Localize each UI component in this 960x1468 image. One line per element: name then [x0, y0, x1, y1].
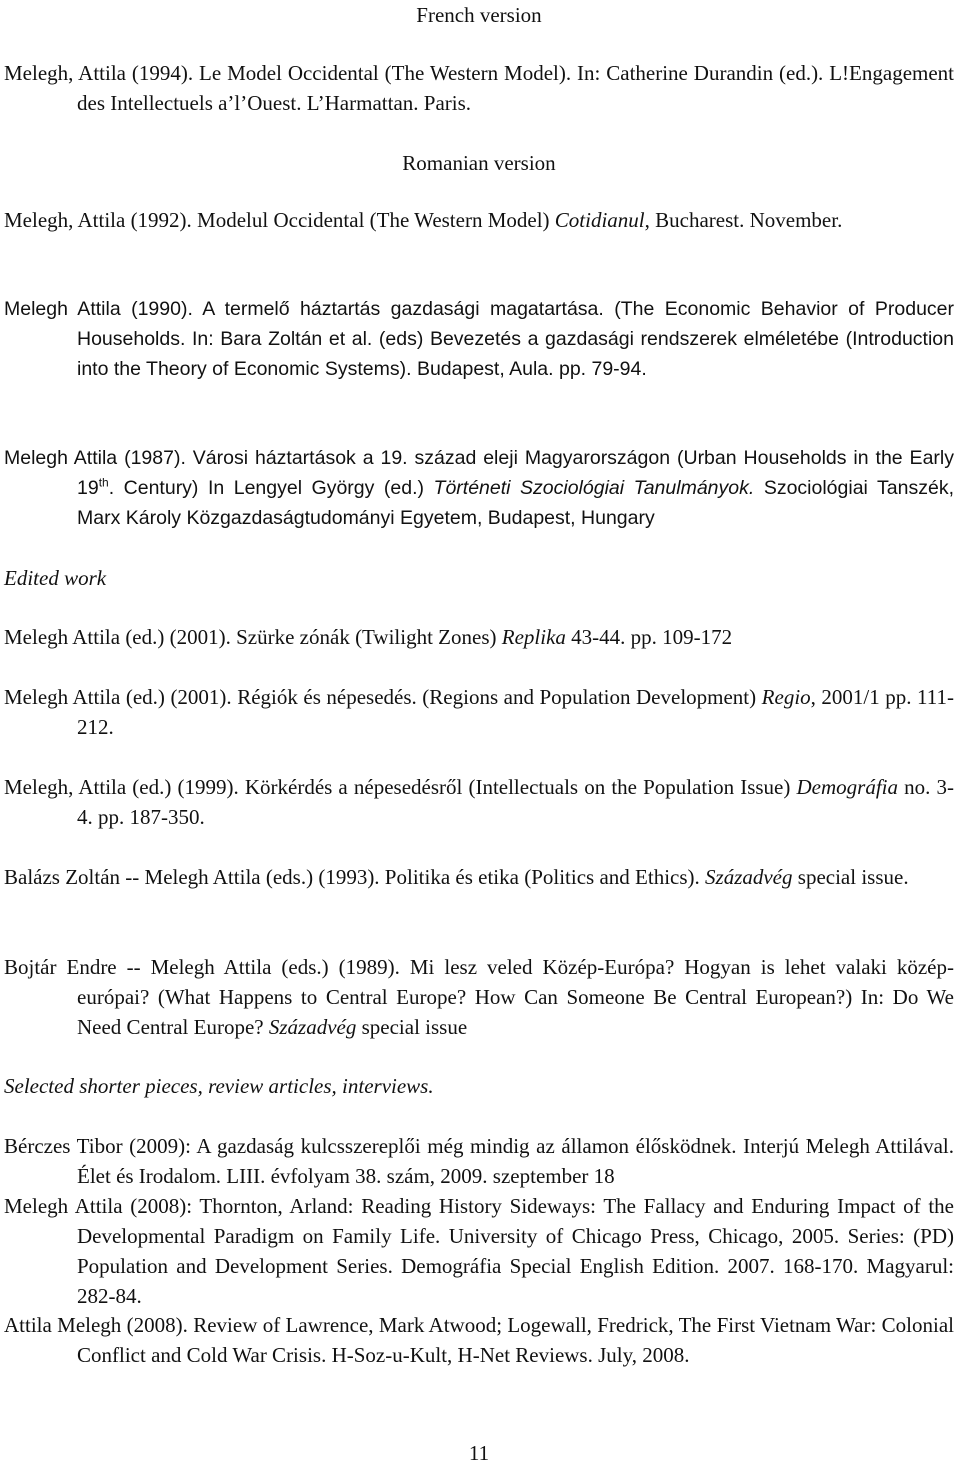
shorter-piece-3: Attila Melegh (2008). Review of Lawrence, Mark Atwood; Logewall, Fredrick, The First Vietnam War: Colonial Conflict and Cold War Crisis. H-Soz-u-Kult, H-Net Reviews. July, 2008.	[4, 1313, 954, 1367]
entry-journal: Replika	[501, 625, 566, 649]
entry-text: special issue.	[797, 865, 909, 889]
entry-text: special issue	[361, 1015, 468, 1039]
entry-journal: Századvég	[705, 865, 793, 889]
entry-text: Bojtár Endre -- Melegh Attila (eds.) (1989). Mi lesz veled Közép-Európa? Hogyan is lehet valaki közép-európai? (What Happens to Central Europe? How Can Someone Be Central European?) In: Do We Need Central Europe?	[4, 955, 954, 1039]
entry-text: Melegh Attila (ed.) (2001). Régiók és népesedés. (Regions and Population Development)	[4, 685, 757, 709]
romanian-version-heading: Romanian version	[402, 151, 556, 175]
entry-text: , 2001/1 pp. 111-212.	[77, 685, 954, 739]
entry-journal: Regio	[761, 685, 811, 709]
page-number: 11	[468, 1441, 490, 1465]
edited-entry-2	[4, 682, 954, 742]
entry-text: Melegh, Attila (1992). Modelul Occidental (The Western Model)	[4, 208, 550, 232]
superscript: th	[98, 475, 109, 490]
entry-text: Szociológiai Tanszék, Marx Károly Közgazdaságtudományi Egyetem, Budapest, Hungary	[77, 477, 954, 529]
entry-journal: Történeti Szociológiai Tanulmányok.	[433, 477, 755, 499]
french-version-entry: Melegh, Attila (1994). Le Model Occidental (The Western Model). In: Catherine Durandin (ed.). L!Engagement des Intellectuels a’l’Ouest. L’Harmattan. Paris.	[4, 61, 954, 115]
entry-journal: Demográfia	[796, 775, 898, 799]
entry-1990: Melegh Attila (1990). A termelő háztartás gazdasági magatartása. (The Economic Behavior of Producer Households. In: Bara Zoltán et al. (eds) Bevezetés a gazdasági rendszerek elméletébe (Introduction into the Theory of Economic Systems). Budapest, Aula. pp. 79-94.	[4, 298, 954, 380]
entry-text: Melegh Attila (1987). Városi háztartások a 19. század eleji Magyarországon (Urban Households in the Early 19	[4, 447, 954, 499]
shorter-piece-1: Bérczes Tibor (2009): A gazdaság kulcsszereplői még mindig az államon élősködnek. Interjú Melegh Attilával. Élet és Irodalom. LIII. évfolyam 38. szám, 2009. szeptember 18	[4, 1134, 954, 1188]
entry-text: Melegh Attila (ed.) (2001). Szürke zónák (Twilight Zones)	[4, 625, 497, 649]
entry-1987	[4, 443, 954, 533]
edited-entry-1	[4, 622, 954, 652]
romanian-version-entry	[4, 205, 954, 235]
entry-text: . Century) In Lengyel György (ed.)	[108, 477, 425, 499]
edited-work-heading: Edited work	[4, 566, 107, 590]
entry-text: Balázs Zoltán -- Melegh Attila (eds.) (1993). Politika és etika (Politics and Ethics).	[4, 865, 700, 889]
entry-text: , Bucharest. November.	[644, 208, 843, 232]
edited-entry-3	[4, 772, 954, 832]
edited-entry-4	[4, 862, 954, 892]
french-version-heading: French version	[416, 3, 542, 27]
entry-text: Melegh, Attila (ed.) (1999). Körkérdés a népesedésről (Intellectuals on the Population Issue)	[4, 775, 791, 799]
entry-text: no. 3-4. pp. 187-350.	[77, 775, 954, 829]
entry-journal: Cotidianul	[554, 208, 645, 232]
edited-entry-5	[4, 952, 954, 1042]
entry-text: 43-44. pp. 109-172	[571, 625, 733, 649]
shorter-pieces-heading: Selected shorter pieces, review articles, interviews.	[4, 1074, 434, 1098]
entry-journal: Századvég	[268, 1015, 357, 1039]
shorter-piece-2: Melegh Attila (2008): Thornton, Arland: Reading History Sideways: The Fallacy and Enduring Impact of the Developmental Paradigm on Family Life. University of Chicago Press, Chicago, 2005. Series: (PD) Population and Development Series. Demográfia Special English Edition. 2007. 168-170. Magyarul: 282-84.	[4, 1194, 954, 1308]
